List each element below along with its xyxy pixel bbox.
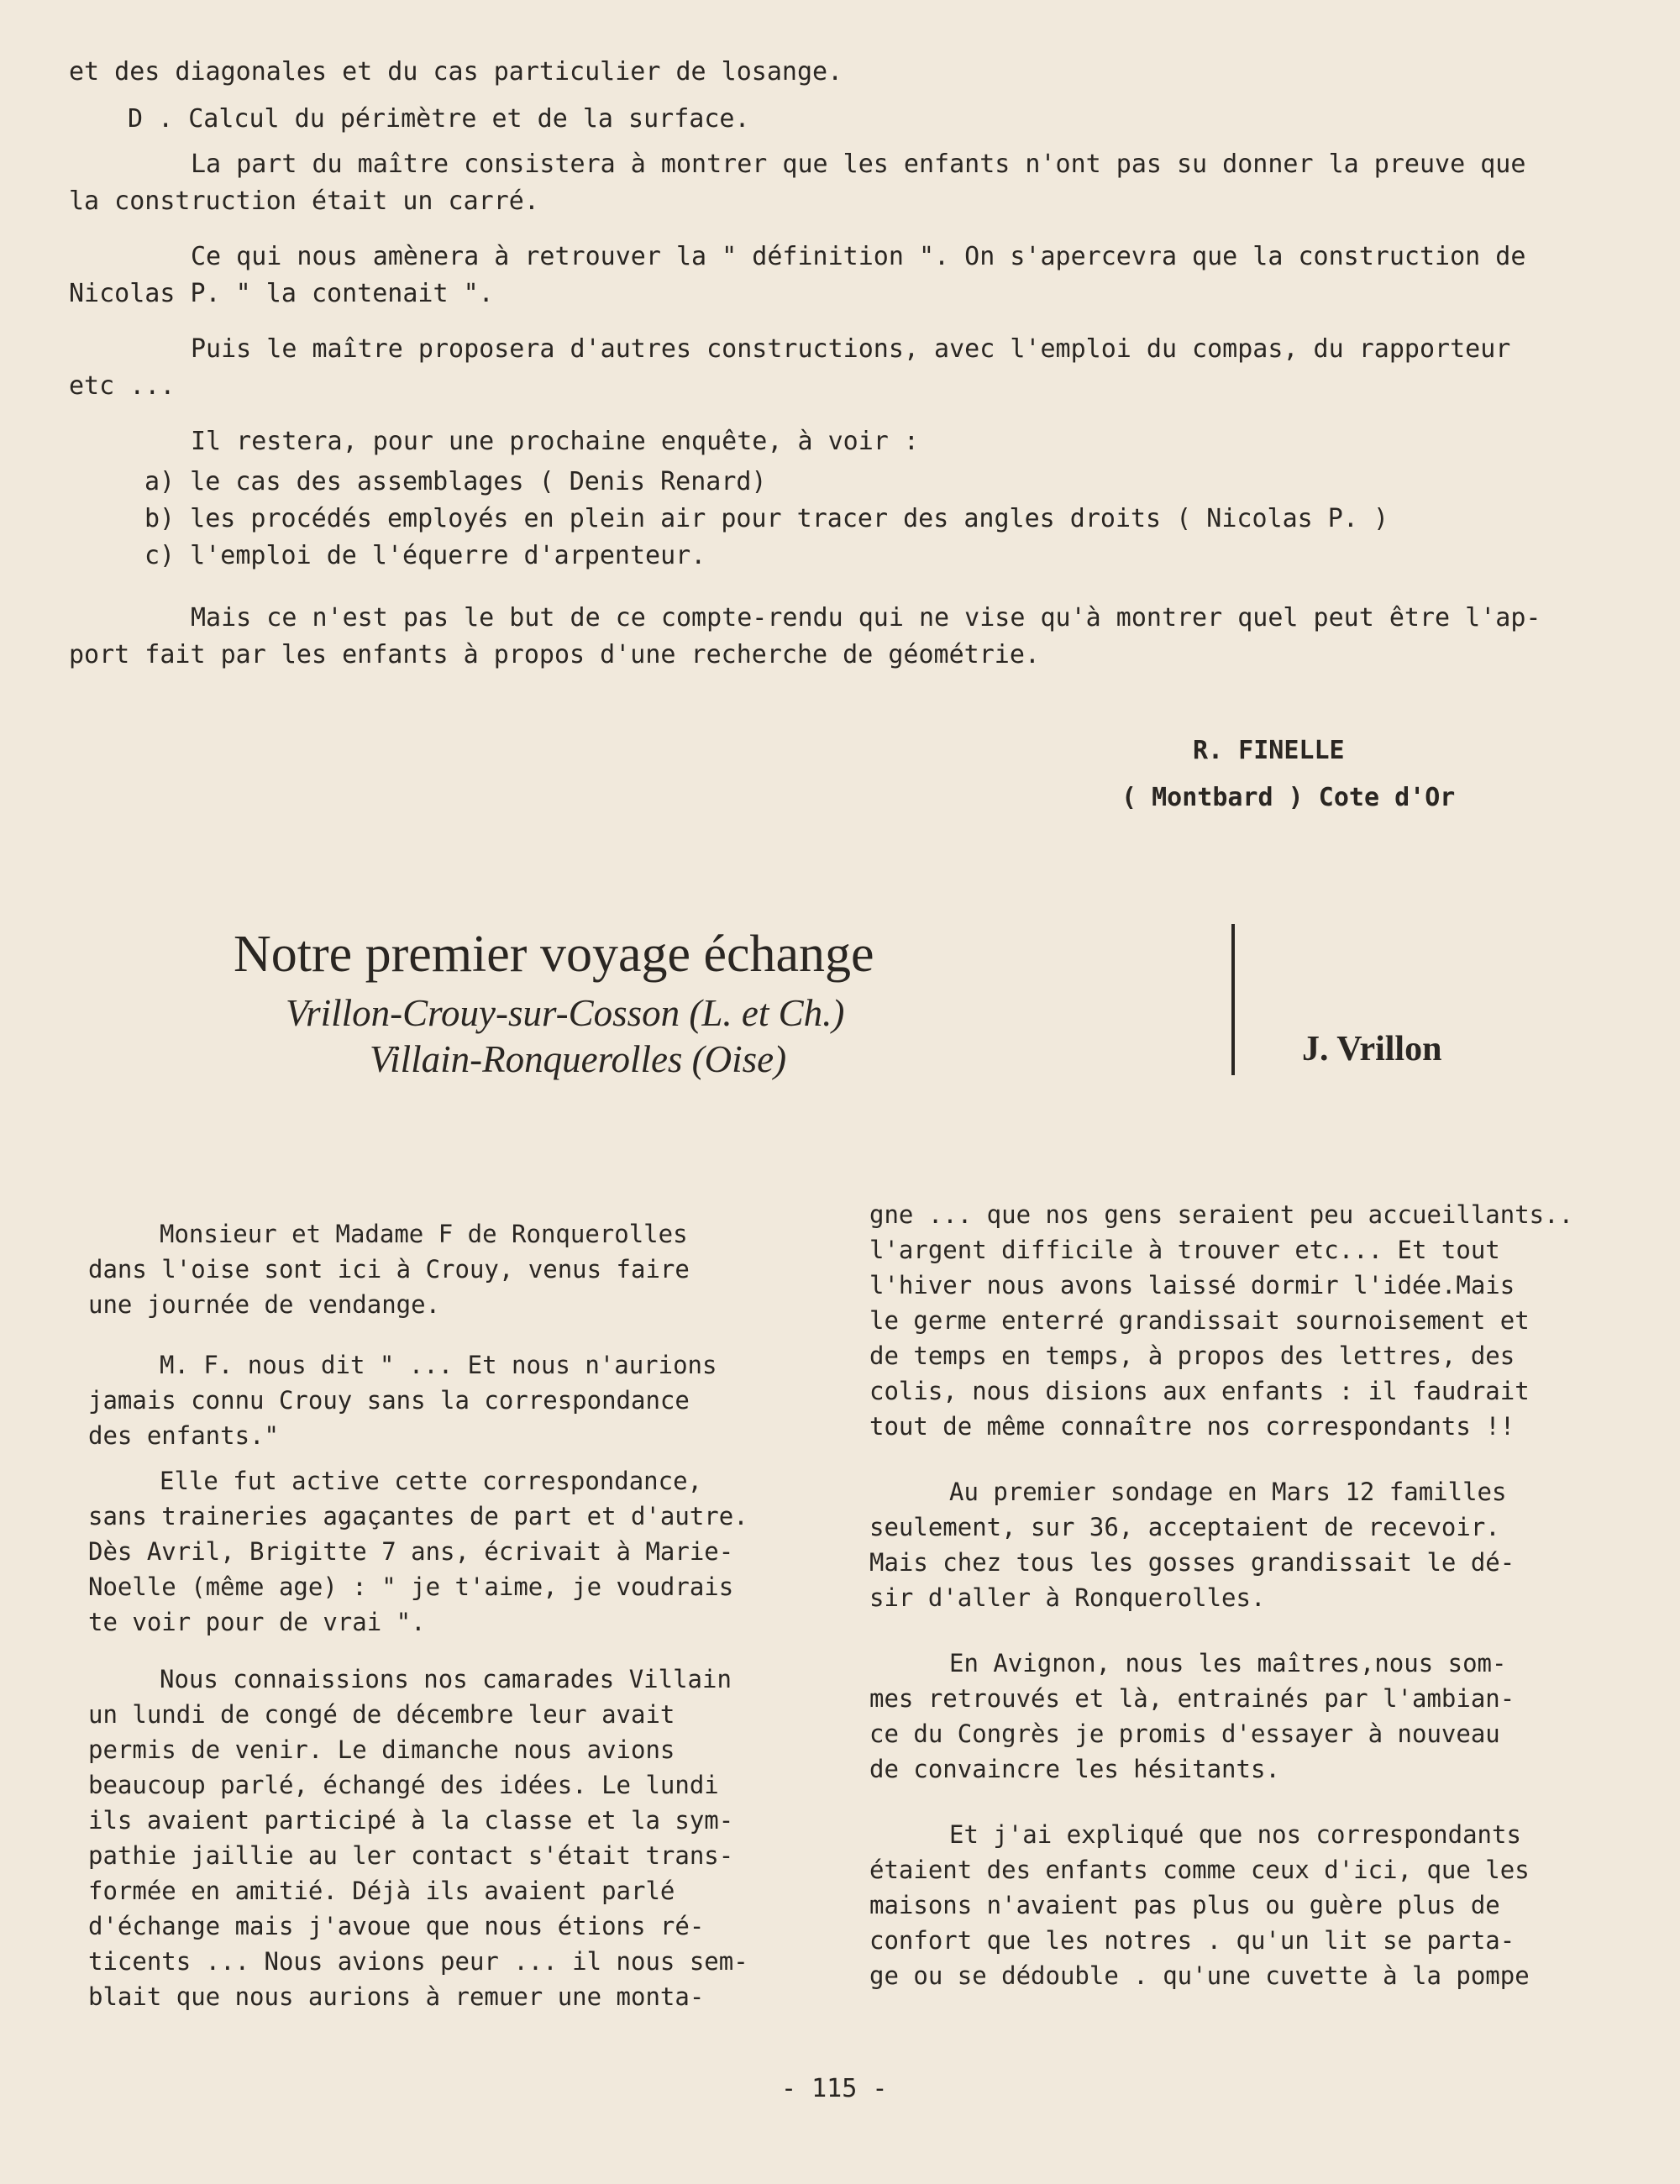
column-line: de convaincre les hésitants. (869, 1755, 1280, 1783)
column-line: Et j'ai expliqué que nos correspondants (949, 1820, 1521, 1849)
column-line: Mais chez tous les gosses grandissait le dé- (869, 1548, 1515, 1577)
column-line: Monsieur et Madame F de Ronquerolles (160, 1220, 688, 1248)
list-item: b) les procédés employés en plein air pour tracer des angles droits ( Nicolas P. ) (144, 504, 1389, 533)
intro-line: port fait par les enfants à propos d'une recherche de géométrie. (69, 640, 1040, 669)
column-line: une journée de vendange. (88, 1290, 441, 1319)
article-title: Notre premier voyage échange (234, 926, 874, 983)
intro-line: La part du maître consistera à montrer que les enfants n'ont pas su donner la preuve que (191, 150, 1526, 179)
list-item: a) le cas des assemblages ( Denis Renard) (144, 467, 767, 496)
column-line: formée en amitié. Déjà ils avaient parlé (88, 1877, 675, 1905)
intro-line: Il restera, pour une prochaine enquête, à voir : (191, 427, 919, 456)
column-line: pathie jaillie au ler contact s'était trans- (88, 1841, 734, 1870)
intro-line: D . Calcul du périmètre et de la surface. (128, 104, 750, 134)
column-line: Dès Avril, Brigitte 7 ans, écrivait à Marie- (88, 1537, 734, 1566)
column-line: d'échange mais j'avoue que nous étions ré- (88, 1912, 705, 1940)
intro-line: Puis le maître proposera d'autres constructions, avec l'emploi du compas, du rapporteur (191, 334, 1511, 364)
column-line: dans l'oise sont ici à Crouy, venus faire (88, 1255, 690, 1284)
column-line: jamais connu Crouy sans la correspondance (88, 1386, 690, 1415)
column-line: colis, nous disions aux enfants : il faudrait (869, 1377, 1530, 1405)
column-line: l'argent difficile à trouver etc... Et tout (869, 1236, 1500, 1264)
column-line: sir d'aller à Ronquerolles. (869, 1583, 1266, 1612)
intro-text (69, 54, 1581, 674)
list-item: c) l'emploi de l'équerre d'arpenteur. (144, 541, 706, 570)
intro-line: etc ... (69, 371, 176, 401)
column-line: En Avignon, nous les maîtres,nous som- (949, 1649, 1507, 1677)
column-line: mes retrouvés et là, entrainés par l'ambian- (869, 1684, 1515, 1713)
column-line: maisons n'avaient pas plus ou guère plus de (869, 1891, 1500, 1919)
intro-line: et des diagonales et du cas particulier de losange. (69, 57, 843, 87)
column-line: confort que les notres . qu'un lit se parta- (869, 1926, 1515, 1955)
column-line: l'hiver nous avons laissé dormir l'idée.Mais (869, 1271, 1515, 1299)
header-divider (1231, 924, 1235, 1075)
signature-name: R. FINELLE (1193, 736, 1345, 765)
column-line: permis de venir. Le dimanche nous avions (88, 1735, 675, 1764)
article-subtitle: Villain-Ronquerolles (Oise) (370, 1038, 787, 1080)
column-line: de temps en temps, à propos des lettres, des (869, 1341, 1515, 1370)
column-line: tout de même connaître nos correspondants !! (869, 1412, 1515, 1441)
article-author: J. Vrillon (1302, 1030, 1442, 1068)
column-line: beaucoup parlé, échangé des idées. Le lundi (88, 1771, 719, 1799)
intro-line: Ce qui nous amènera à retrouver la " définition ". On s'apercevra que la construction de (191, 242, 1526, 271)
column-line: un lundi de congé de décembre leur avait (88, 1700, 675, 1729)
column-line: ge ou se dédouble . qu'une cuvette à la pompe (869, 1961, 1530, 1990)
signature-place: ( Montbard ) Cote d'Or (1121, 783, 1456, 812)
article-subtitle: Vrillon-Crouy-sur-Cosson (L. et Ch.) (286, 992, 845, 1034)
column-line: gne ... que nos gens seraient peu accueillants.. (869, 1200, 1574, 1229)
column-line: ce du Congrès je promis d'essayer à nouveau (869, 1719, 1500, 1748)
column-line: Nous connaissions nos camarades Villain (160, 1665, 732, 1693)
column-line: des enfants." (88, 1421, 279, 1450)
column-line: Noelle (même age) : " je t'aime, je voudrais (88, 1572, 734, 1601)
intro-line: Nicolas P. " la contenait ". (69, 279, 494, 308)
column-line: seulement, sur 36, acceptaient de recevoir. (869, 1513, 1500, 1541)
column-line: ticents ... Nous avions peur ... il nous sem- (88, 1947, 748, 1976)
column-line: le germe enterré grandissait sournoisement et (869, 1306, 1530, 1335)
left-column (88, 1216, 827, 2014)
column-line: sans traineries agaçantes de part et d'autre. (88, 1502, 748, 1530)
intro-line: la construction était un carré. (69, 186, 539, 216)
column-line: Au premier sondage en Mars 12 familles (949, 1478, 1507, 1506)
intro-line: Mais ce n'est pas le but de ce compte-rendu qui ne vise qu'à montrer quel peut être l'ap- (191, 603, 1541, 633)
column-line: te voir pour de vrai ". (88, 1608, 426, 1636)
right-column (869, 1197, 1651, 1993)
column-line: M. F. nous dit " ... Et nous n'aurions (160, 1351, 717, 1379)
column-line: Elle fut active cette correspondance, (160, 1467, 703, 1495)
page-number: - 115 - (781, 2074, 888, 2103)
column-line: blait que nous aurions à remuer une monta- (88, 1982, 705, 2011)
column-line: étaient des enfants comme ceux d'ici, que les (869, 1856, 1530, 1884)
column-line: ils avaient participé à la classe et la sym- (88, 1806, 734, 1835)
